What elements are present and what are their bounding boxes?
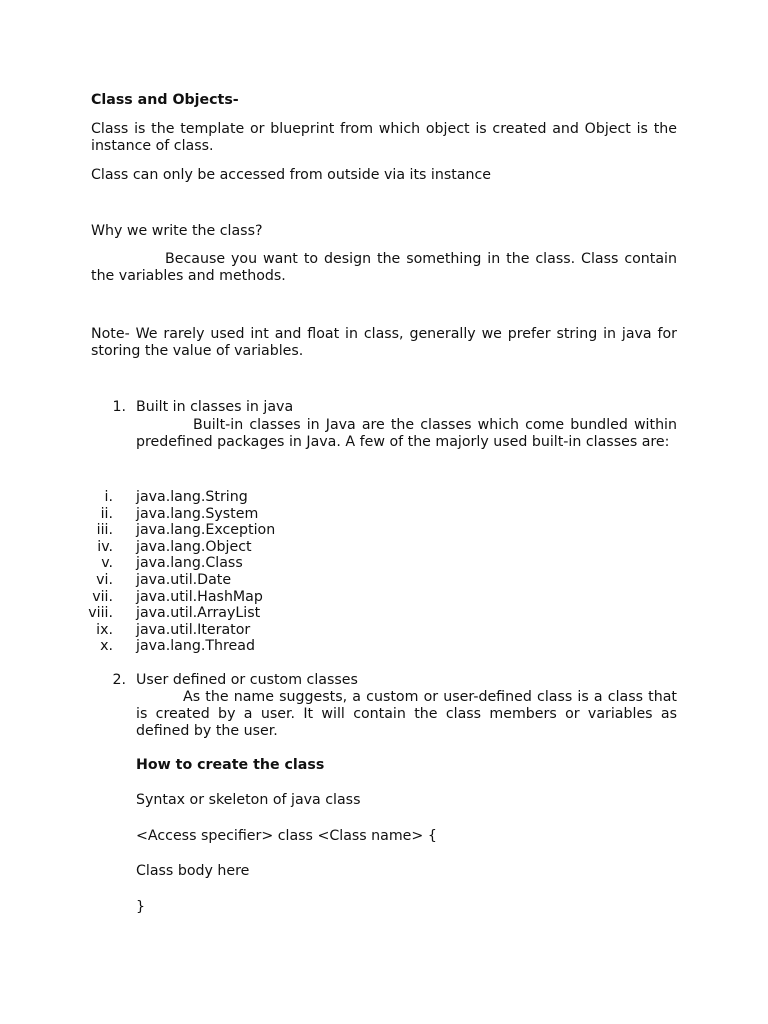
list-item-numeral: vii. bbox=[92, 589, 113, 605]
section1-description: Built-in classes in Java are the classes which come bundled within predefined packages in Java. A few of the majorly used built-in classes are: bbox=[136, 417, 677, 450]
create-class-heading: How to create the class bbox=[136, 757, 325, 773]
list-item: java.util.Iterator bbox=[136, 622, 251, 638]
section2-title: User defined or custom classes bbox=[136, 672, 358, 688]
why-question: Why we write the class? bbox=[91, 223, 263, 239]
list-item-numeral: iv. bbox=[97, 539, 113, 555]
section2-number: 2. bbox=[112, 672, 126, 688]
list-item: java.lang.String bbox=[136, 489, 248, 505]
list-item-numeral: iii. bbox=[96, 522, 113, 538]
list-item-numeral: ii. bbox=[100, 506, 113, 522]
list-item: java.lang.Exception bbox=[136, 522, 276, 538]
note-paragraph: Note- We rarely used int and float in class, generally we prefer string in java for storing the value of variables. bbox=[91, 326, 677, 359]
closing-brace: } bbox=[136, 899, 146, 915]
list-item: java.util.ArrayList bbox=[136, 605, 261, 621]
list-item: java.util.HashMap bbox=[136, 589, 263, 605]
definition-paragraph: Class is the template or blueprint from which object is created and Object is the instance of class. bbox=[91, 121, 677, 154]
syntax-label: Syntax or skeleton of java class bbox=[136, 792, 361, 808]
list-item-numeral: viii. bbox=[88, 605, 113, 621]
section1-number: 1. bbox=[112, 399, 126, 415]
section2-description: As the name suggests, a custom or user-defined class is a class that is created by a user. It will contain the class members or variables as defined by the user. bbox=[136, 689, 677, 739]
class-body-text: Class body here bbox=[136, 863, 250, 879]
list-item-numeral: v. bbox=[101, 555, 113, 571]
list-item: java.lang.System bbox=[136, 506, 259, 522]
list-item: java.lang.Thread bbox=[136, 638, 255, 654]
list-item-numeral: x. bbox=[100, 638, 113, 654]
syntax-line: <Access specifier> class <Class name> { bbox=[136, 828, 437, 844]
document-heading: Class and Objects- bbox=[91, 92, 239, 108]
list-item-numeral: ix. bbox=[96, 622, 113, 638]
why-answer: Because you want to design the something in the class. Class contain the variables and methods. bbox=[91, 251, 677, 284]
list-item-numeral: i. bbox=[104, 489, 113, 505]
list-item: java.util.Date bbox=[136, 572, 232, 588]
list-item: java.lang.Object bbox=[136, 539, 252, 555]
section1-title: Built in classes in java bbox=[136, 399, 294, 415]
access-paragraph: Class can only be accessed from outside via its instance bbox=[91, 167, 492, 183]
list-item-numeral: vi. bbox=[96, 572, 113, 588]
list-item: java.lang.Class bbox=[136, 555, 243, 571]
